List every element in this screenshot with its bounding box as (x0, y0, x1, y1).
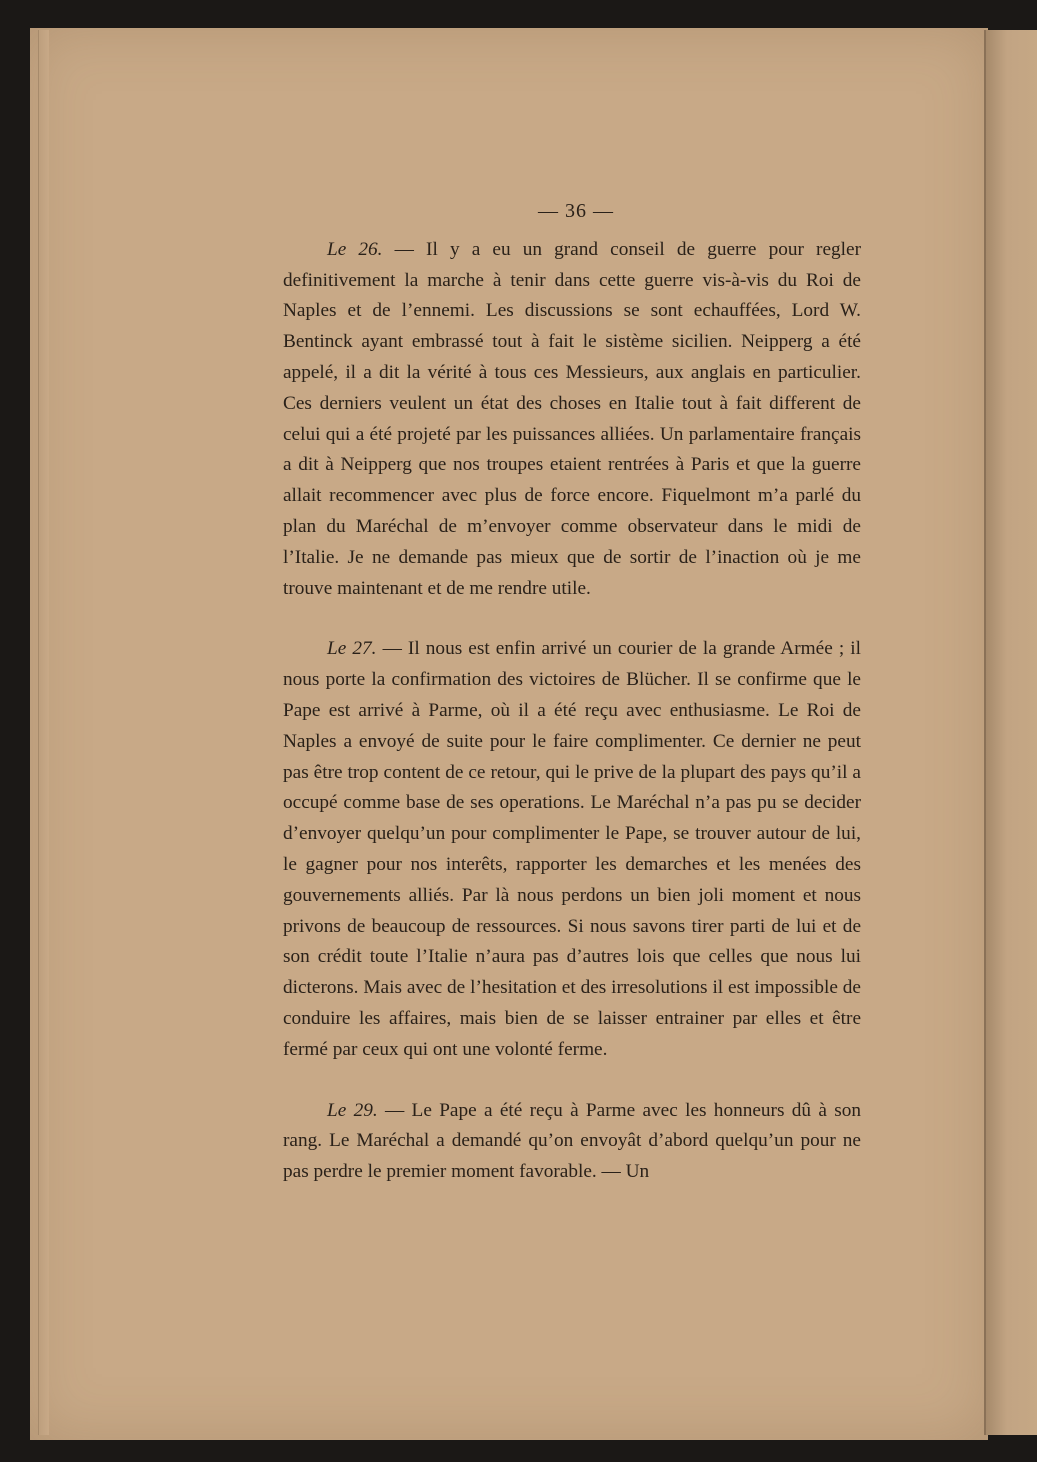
diary-entry (283, 634, 861, 1065)
entry-text: — Le Pape a été reçu à Parme avec les honneurs dû à son rang. Le Maréchal a demandé qu’on envoyât d’abord quelqu’un pour ne pas perdre le premier moment favorable. — Un (283, 1099, 861, 1183)
entry-text: — Il y a eu un grand conseil de guerre pour regler definitivement la marche à tenir dans cette guerre vis-à-vis du Roi de Naples et de l’ennemi. Les discussions se sont echauffées, Lord W. Bentinck ayant embrassé tout à fait le sistème sicilien. Neipperg a été appelé, il a dit la vérité à tous ces Messieurs, aux anglais en particulier. Ces derniers veulent un état des choses en Italie tout à fait different de celui qui a été projeté par les puissances alliées. Un parlamentaire français a dit à Neipperg que nos troupes etaient rentrées à Paris et que la guerre allait recommencer avec plus de force encore. Fiquelmont m’a parlé du plan du Maréchal de m’envoyer comme observateur dans le midi de l’Italie. Je ne demande pas mieux que de sortir de l’inaction où je me trouve maintenant et de me rendre utile. (283, 238, 861, 599)
page-number: — 36 — (538, 200, 614, 222)
entry-date: Le 27. (327, 638, 377, 660)
diary-entry (283, 1096, 861, 1188)
entry-date: Le 26. (327, 238, 383, 260)
page-stack-edge (38, 30, 49, 1435)
entry-date: Le 29. (327, 1099, 378, 1121)
diary-entry (283, 235, 861, 605)
facing-page-edge (984, 30, 1037, 1435)
page-text (283, 196, 861, 1188)
entry-text: — Il nous est enfin arrivé un courier de la grande Armée ; il nous porte la confirmation des victoires de Blücher. Il se confirme que le Pape est arrivé à Parme, où il a été reçu avec enthusiasme. Le Roi de Naples a envoyé de suite pour le faire complimenter. Ce dernier ne peut pas être trop content de ce retour, qui le prive de la plupart des pays qu’il a occupé comme base de ses operations. Le Maréchal n’a pas pu se decider d’envoyer quelqu’un pour complimenter le Pape, se trouver autour de lui, le gagner pour nos interêts, rapporter les demarches et les menées des gouvernements alliés. Par là nous perdons un bien joli moment et nous privons de beaucoup de ressources. Si nous savons tirer parti de lui et de son crédit toute l’Italie n’aura pas d’autres lois que celles que nous lui dicterons. Mais avec de l’hesitation et des irresolutions il est impossible de conduire les affaires, mais bien de se laisser entrainer par elles et être fermé par ceux qui ont une volonté ferme. (283, 638, 862, 1060)
